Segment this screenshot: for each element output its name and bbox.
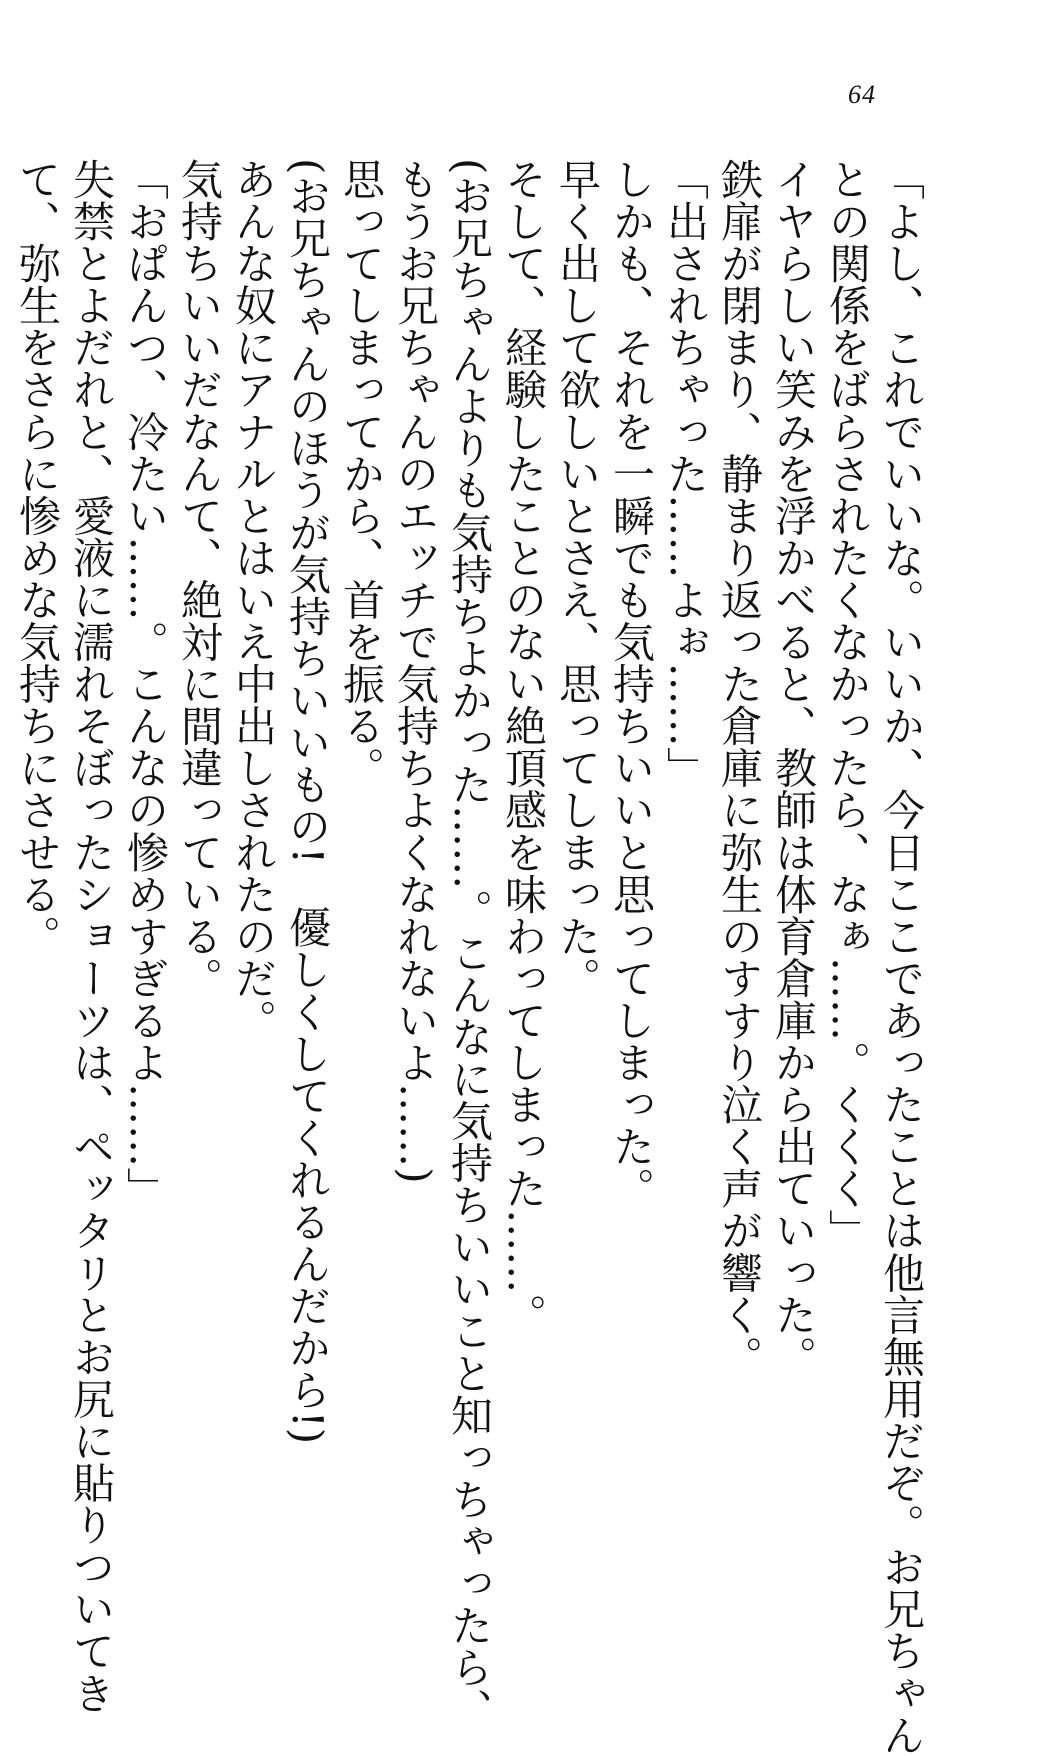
text-line: 「出されちゃった……よぉ……」 — [661, 158, 710, 789]
text-line: しかも、それを一瞬でも気持ちいいと思ってしまった。 — [607, 158, 656, 1210]
text-line: 「よし、これでいいな。いいか、今日ここであったことは他言無用だぞ。お兄ちゃん — [877, 158, 926, 1756]
text-line: 「おぱんつ、冷たい……。こんなの惨めすぎるよ……」 — [121, 158, 170, 1210]
text-line: (お兄ちゃんよりも気持ちよかった……。こんなに気持ちいいこと知っちゃったら、 — [445, 158, 494, 1731]
text-line: 思ってしまってから、首を振る。 — [337, 158, 386, 789]
text-line: もうお兄ちゃんのエッチで気持ちよくなれないよ……) — [391, 158, 440, 1184]
text-line: 早く出して欲しいとさえ、思ってしまった。 — [553, 158, 602, 999]
text-line: て、弥生をさらに惨めな気持ちにさせる。 — [13, 158, 62, 957]
body-text — [13, 158, 928, 1756]
text-line: との関係をばらされたくなかったら、なぁ……。くくく」 — [823, 158, 872, 1252]
text-line: あんな奴にアナルとはいえ中出しされたのだ。 — [229, 158, 278, 1042]
text-line: 失禁とよだれと、愛液に濡れそぼったショーツは、ペッタリとお尻に貼りついてき — [67, 158, 116, 1714]
text-line: (お兄ちゃんのほうが気持ちいいもの! 優しくしてくれるんだから!) — [283, 158, 332, 1445]
page-number: 64 — [848, 80, 876, 109]
text-line: 気持ちいいだなんて、絶対に間違っている。 — [175, 158, 224, 999]
text-line: そして、経験したことのない絶頂感を味わってしまった……。 — [499, 158, 548, 1336]
text-line: 鉄扉が閉まり、静まり返った倉庫に弥生のすすり泣く声が響く。 — [715, 158, 764, 1378]
text-line: イヤらしい笑みを浮かべると、教師は体育倉庫から出ていった。 — [769, 158, 818, 1378]
